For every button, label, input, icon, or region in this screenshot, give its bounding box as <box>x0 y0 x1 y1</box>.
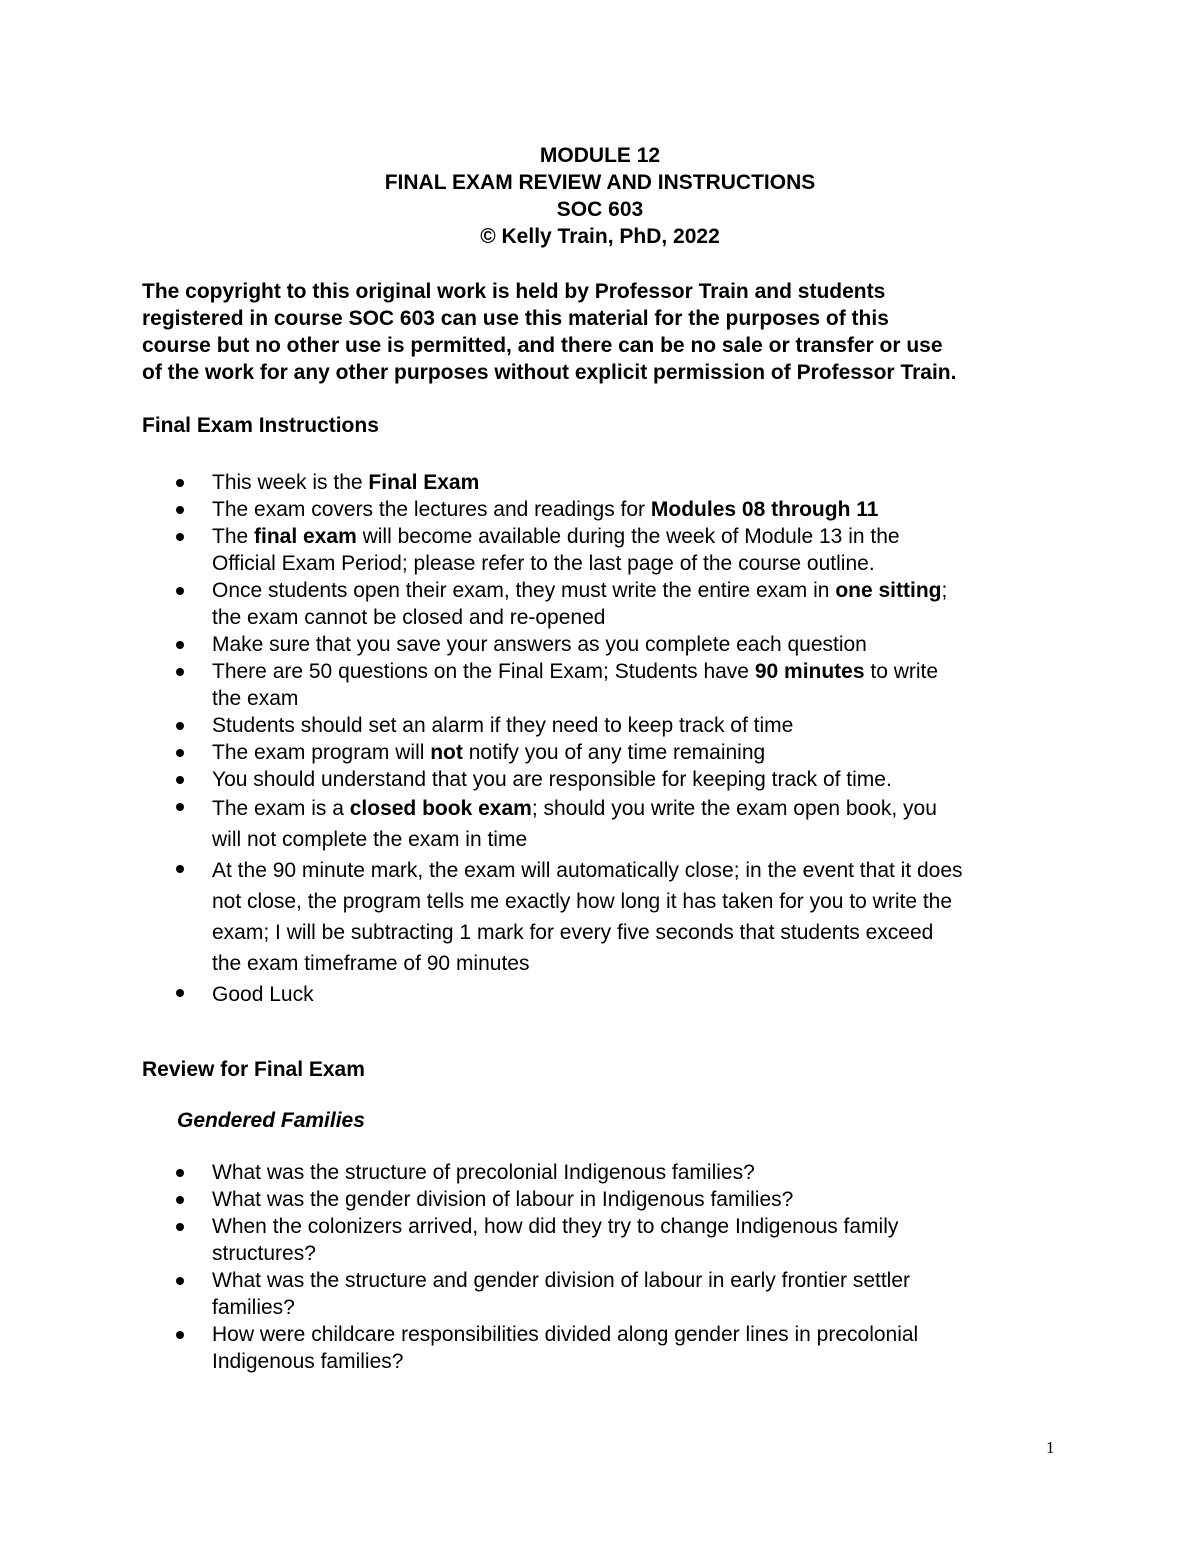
list-item: The exam covers the lectures and readings for Modules 08 through 11 <box>0 496 1200 523</box>
author-copyright: © Kelly Train, PhD, 2022 <box>480 225 720 248</box>
bullet-icon <box>176 865 184 873</box>
final-exam-instructions-heading: Final Exam Instructions <box>142 414 379 437</box>
bullet-icon <box>176 668 184 676</box>
copyright-line: registered in course SOC 603 can use this material for the purposes of this <box>142 307 889 330</box>
copyright-line: The copyright to this original work is held by Professor Train and students <box>142 280 886 303</box>
instructions-list <box>0 469 1200 1010</box>
bullet-icon <box>176 533 184 541</box>
page-number: 1 <box>1046 1438 1055 1457</box>
list-item: The exam program will not notify you of any time remaining <box>0 739 1200 766</box>
bullet-icon <box>176 1223 184 1231</box>
bullet-icon <box>176 1169 184 1177</box>
list-item: What was the structure of precolonial Indigenous families? <box>0 1159 1200 1186</box>
bullet-icon <box>176 587 184 595</box>
bullet-icon <box>176 1196 184 1204</box>
list-item: The exam is a closed book exam; should you write the exam open book, you will not complete the exam in time <box>0 793 1200 855</box>
list-item: Make sure that you save your answers as you complete each question <box>0 631 1200 658</box>
list-item: Once students open their exam, they must write the entire exam in one sitting; the exam cannot be closed and re-opened <box>0 577 1200 631</box>
module-title: MODULE 12 <box>539 144 661 167</box>
copyright-line: course but no other use is permitted, and there can be no sale or transfer or use <box>142 334 943 357</box>
list-item: The final exam will become available during the week of Module 13 in the Official Exam Period; please refer to the last page of the course outline. <box>0 523 1200 577</box>
bullet-icon <box>176 989 184 997</box>
list-item: At the 90 minute mark, the exam will automatically close; in the event that it does not close, the program tells me exactly how long it has taken for you to write the exam; I will be subtracting 1 mark for every five seconds that students exceed the exam timeframe of 90 minutes <box>0 855 1200 979</box>
bullet-icon <box>176 506 184 514</box>
list-item: What was the structure and gender division of labour in early frontier settler families? <box>0 1267 1200 1321</box>
list-item: Students should set an alarm if they need to keep track of time <box>0 712 1200 739</box>
document-title-block <box>0 142 1200 250</box>
bullet-icon <box>176 641 184 649</box>
list-item: You should understand that you are responsible for keeping track of time. <box>0 766 1200 793</box>
list-item: Good Luck <box>0 979 1200 1010</box>
bullet-icon <box>176 722 184 730</box>
course-code: SOC 603 <box>556 198 644 221</box>
list-item: When the colonizers arrived, how did they try to change Indigenous family structures? <box>0 1213 1200 1267</box>
list-item: How were childcare responsibilities divided along gender lines in precolonial Indigenous families? <box>0 1321 1200 1375</box>
bullet-icon <box>176 749 184 757</box>
bullet-icon <box>176 479 184 487</box>
gendered-families-subheading: Gendered Families <box>177 1109 365 1132</box>
bullet-icon <box>176 1277 184 1285</box>
bullet-icon <box>176 1331 184 1339</box>
list-item: There are 50 questions on the Final Exam; Students have 90 minutes to write the exam <box>0 658 1200 712</box>
bullet-icon <box>176 776 184 784</box>
copyright-notice <box>142 278 1062 386</box>
review-questions-list <box>0 1159 1200 1375</box>
copyright-line: of the work for any other purposes without explicit permission of Professor Train. <box>142 361 957 384</box>
document-title: FINAL EXAM REVIEW AND INSTRUCTIONS <box>384 171 816 194</box>
list-item: This week is the Final Exam <box>0 469 1200 496</box>
bullet-icon <box>176 803 184 811</box>
list-item: What was the gender division of labour in Indigenous families? <box>0 1186 1200 1213</box>
review-heading: Review for Final Exam <box>142 1058 365 1081</box>
